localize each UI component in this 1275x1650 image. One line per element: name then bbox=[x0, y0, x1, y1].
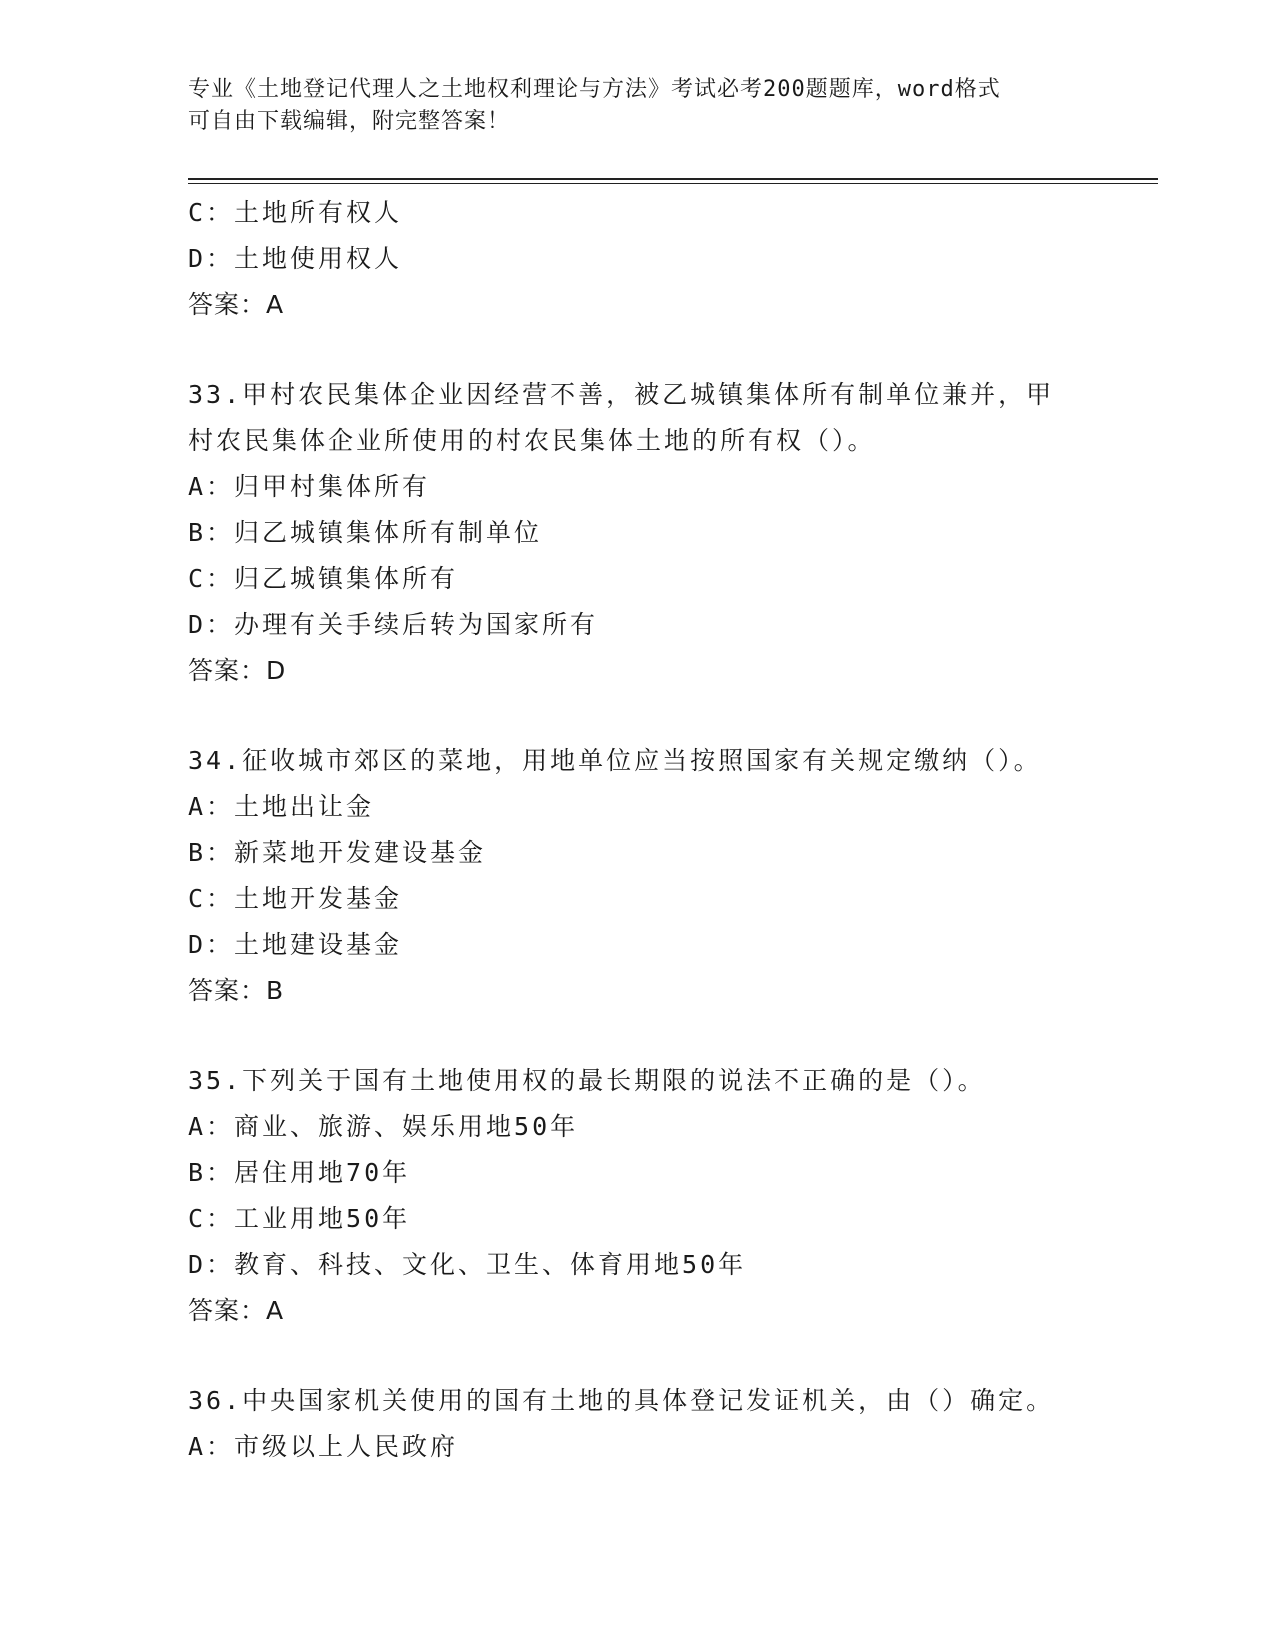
question-stem-line: 36.中央国家机关使用的国有土地的具体登记发证机关，由（）确定。 bbox=[188, 1386, 1055, 1415]
question-stem-line: 33.甲村农民集体企业因经营不善，被乙城镇集体所有制单位兼并，甲 bbox=[188, 380, 1055, 409]
question-block-35 bbox=[188, 1058, 1088, 1334]
question-block-33 bbox=[188, 372, 1088, 694]
question-stem-line: 35.下列关于国有土地使用权的最长期限的说法不正确的是（）。 bbox=[188, 1066, 986, 1095]
question-stem-line: 34.征收城市郊区的菜地，用地单位应当按照国家有关规定缴纳（）。 bbox=[188, 746, 1042, 775]
option-a: A：归甲村集体所有 bbox=[188, 472, 431, 501]
answer-line: 答案：A bbox=[188, 1296, 285, 1325]
answer-line: 答案：A bbox=[188, 290, 285, 319]
question-stem-line: 村农民集体企业所使用的村农民集体土地的所有权（）。 bbox=[188, 426, 876, 455]
question-block-prev bbox=[188, 190, 1088, 328]
question-block-36 bbox=[188, 1378, 1088, 1470]
option-a: A：商业、旅游、娱乐用地50年 bbox=[188, 1112, 579, 1141]
option-d: D：办理有关手续后转为国家所有 bbox=[188, 610, 599, 639]
document-body bbox=[188, 190, 1088, 1470]
spacer bbox=[188, 694, 1088, 738]
option-c: C：归乙城镇集体所有 bbox=[188, 564, 459, 593]
option-b: B：归乙城镇集体所有制单位 bbox=[188, 518, 543, 547]
answer-line: 答案：B bbox=[188, 976, 285, 1005]
spacer bbox=[188, 1334, 1088, 1378]
option-c: C：土地开发基金 bbox=[188, 884, 403, 913]
document-header bbox=[188, 74, 1068, 138]
spacer bbox=[188, 328, 1088, 372]
option-d: D：土地建设基金 bbox=[188, 930, 403, 959]
option-b: B：居住用地70年 bbox=[188, 1158, 411, 1187]
header-line-2: 可自由下载编辑，附完整答案！ bbox=[188, 109, 511, 134]
option-a: A：市级以上人民政府 bbox=[188, 1432, 459, 1461]
option-a: A：土地出让金 bbox=[188, 792, 375, 821]
header-divider bbox=[188, 178, 1158, 184]
option-c: C：土地所有权人 bbox=[188, 198, 403, 227]
spacer bbox=[188, 1014, 1088, 1058]
option-d: D：土地使用权人 bbox=[188, 244, 403, 273]
option-d: D：教育、科技、文化、卫生、体育用地50年 bbox=[188, 1250, 747, 1279]
option-b: B：新菜地开发建设基金 bbox=[188, 838, 487, 867]
answer-line: 答案：D bbox=[188, 656, 287, 685]
header-line-1: 专业《土地登记代理人之土地权利理论与方法》考试必考200题题库，word格式 bbox=[188, 77, 1001, 102]
question-block-34 bbox=[188, 738, 1088, 1014]
option-c: C：工业用地50年 bbox=[188, 1204, 411, 1233]
